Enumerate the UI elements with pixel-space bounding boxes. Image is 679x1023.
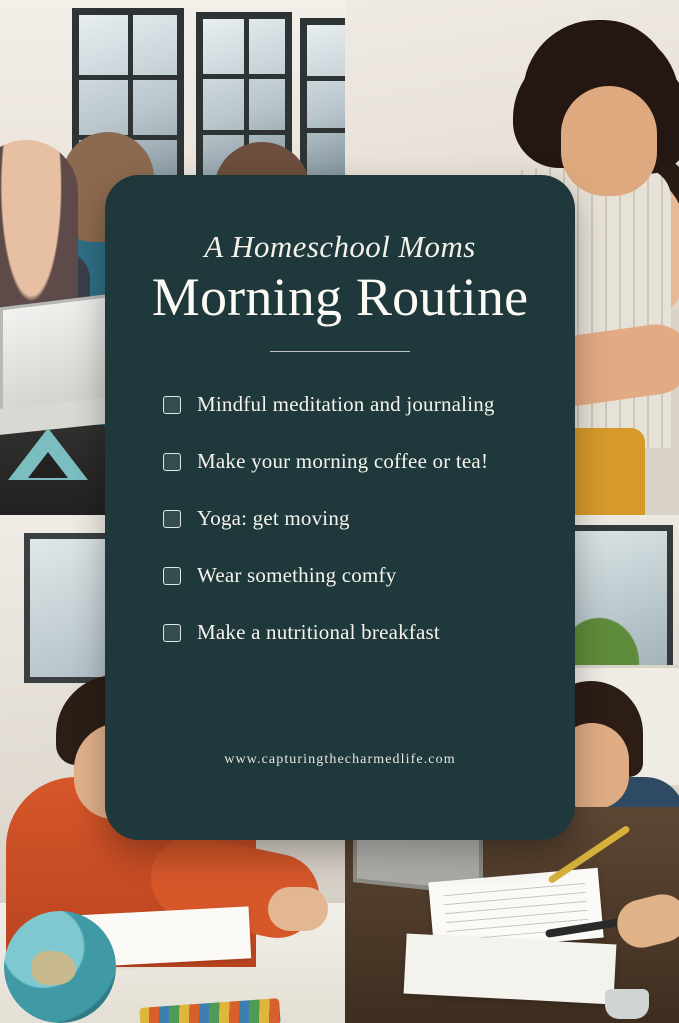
divider: [270, 351, 410, 352]
checkbox-icon[interactable]: [163, 396, 181, 414]
checklist: [149, 392, 531, 645]
globe-icon: [4, 911, 116, 1023]
list-item[interactable]: [163, 392, 531, 417]
boy-hand: [268, 887, 328, 931]
list-item[interactable]: [163, 563, 531, 588]
open-notebook: [404, 934, 617, 1005]
child-face: [561, 86, 657, 196]
checkbox-icon[interactable]: [163, 624, 181, 642]
triangle-decor-inner: [28, 452, 68, 478]
list-item-label: Mindful meditation and journaling: [197, 392, 495, 417]
list-item-label: Wear something comfy: [197, 563, 397, 588]
card-eyebrow: A Homeschool Moms: [204, 229, 476, 264]
list-item-label: Yoga: get moving: [197, 506, 350, 531]
list-item-label: Make your morning coffee or tea!: [197, 449, 489, 474]
card-headline: Morning Routine: [151, 267, 529, 327]
website-url[interactable]: www.capturingthecharmedlife.com: [224, 752, 456, 767]
list-item[interactable]: [163, 506, 531, 531]
list-item[interactable]: [163, 449, 531, 474]
cup-icon: [605, 989, 649, 1019]
checkbox-icon[interactable]: [163, 567, 181, 585]
list-item-label: Make a nutritional breakfast: [197, 620, 440, 645]
checkbox-icon[interactable]: [163, 453, 181, 471]
overlay-text-card: [105, 175, 575, 840]
checkbox-icon[interactable]: [163, 510, 181, 528]
window-icon: [300, 18, 345, 188]
list-item[interactable]: [163, 620, 531, 645]
